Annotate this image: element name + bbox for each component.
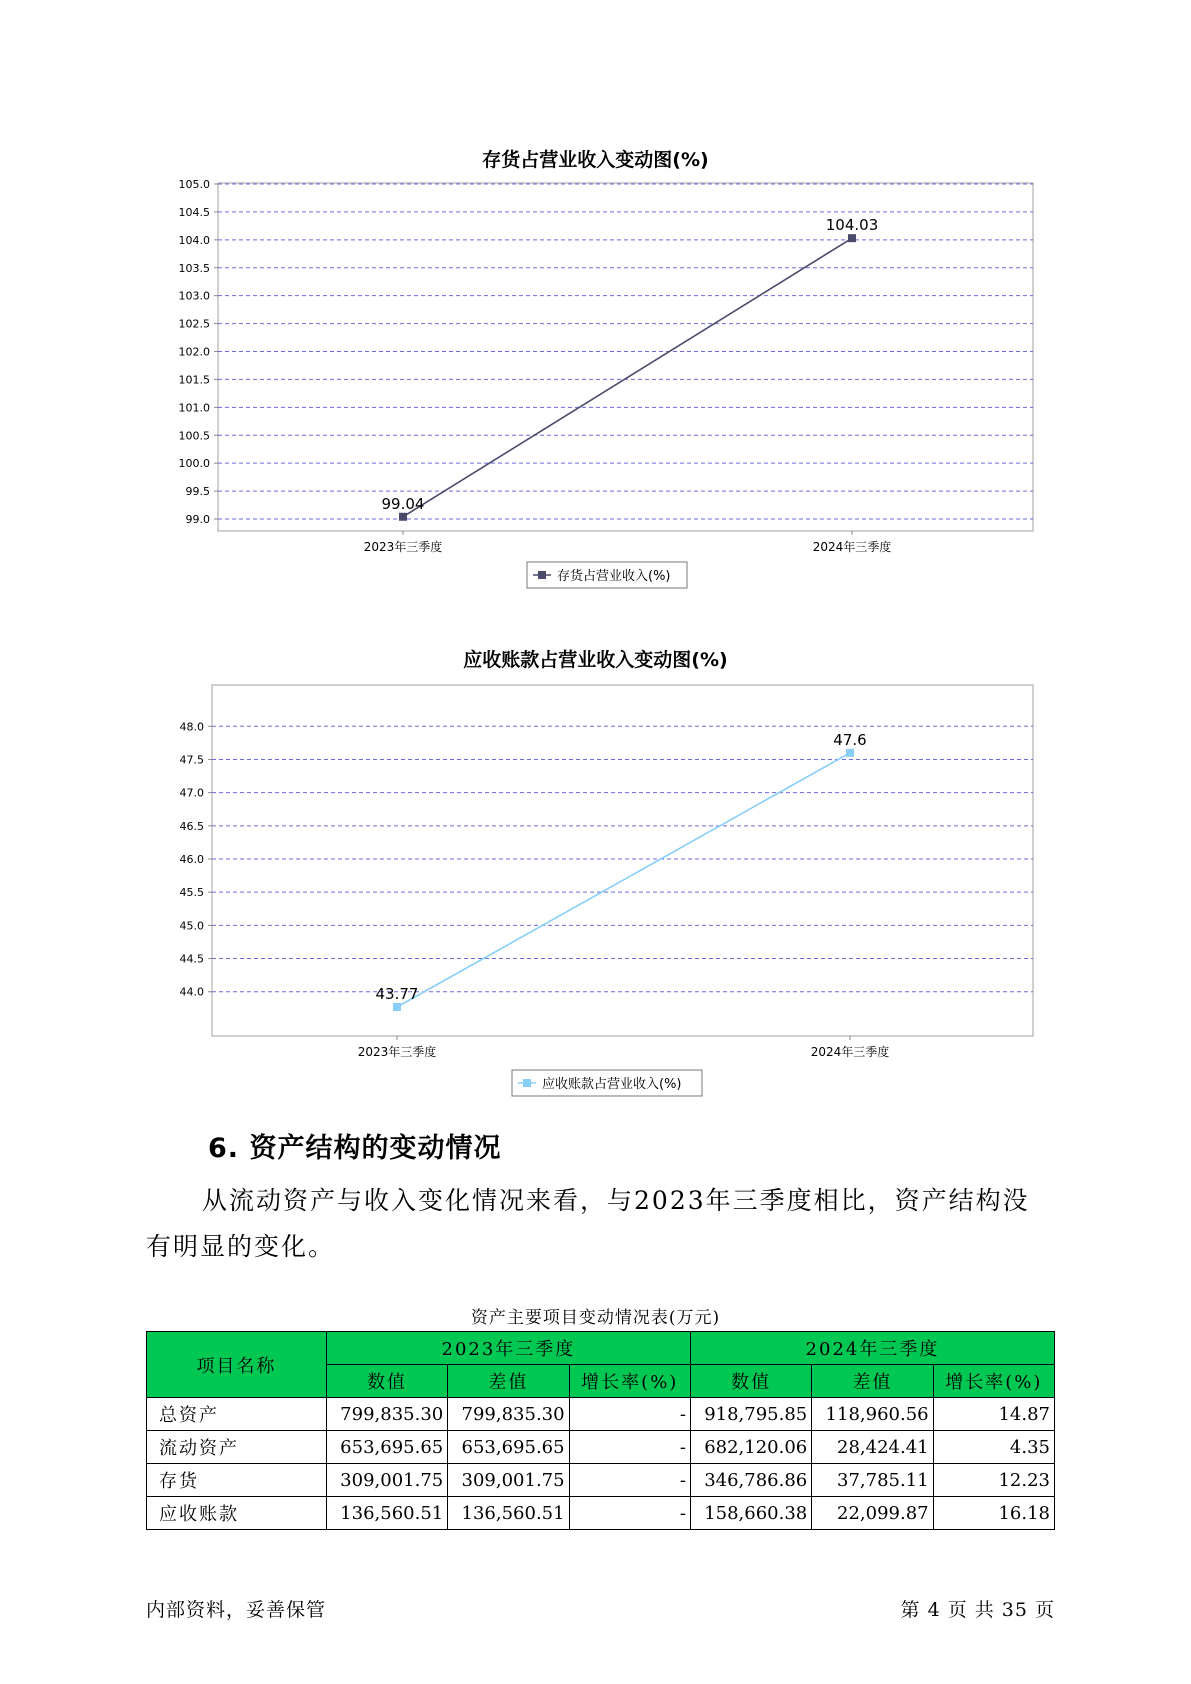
y-tick-label: 46.0	[179, 853, 204, 866]
cell: 799,835.30	[326, 1398, 447, 1431]
y-tick-label: 47.5	[179, 753, 204, 767]
row-name: 流动资产	[147, 1431, 327, 1464]
y-tick-label: 105.0	[178, 178, 210, 191]
data-point	[846, 749, 854, 757]
plot-area	[212, 685, 1033, 1036]
table-row	[147, 1431, 1055, 1464]
legend-marker	[523, 1079, 531, 1087]
y-tick-label: 101.5	[178, 373, 210, 387]
legend-marker	[538, 571, 546, 579]
cell: 37,785.11	[812, 1464, 933, 1497]
y-tick-label: 103.5	[178, 261, 210, 275]
cell: 16.18	[933, 1497, 1054, 1530]
cell: -	[569, 1497, 690, 1530]
inventory-ratio-chart	[0, 138, 1191, 608]
cell: 12.23	[933, 1464, 1054, 1497]
cell: 14.87	[933, 1398, 1054, 1431]
cell: 653,695.65	[448, 1431, 569, 1464]
y-tick-label: 101.0	[178, 401, 210, 415]
row-name: 存货	[147, 1464, 327, 1497]
chart-svg	[0, 138, 1191, 608]
cell: 918,795.85	[690, 1398, 811, 1431]
y-tick-label: 47.0	[179, 786, 204, 800]
x-tick-label: 2023年三季度	[357, 1045, 437, 1059]
section-title: 6. 资产结构的变动情况	[208, 1133, 502, 1164]
y-tick-label: 99.5	[185, 485, 210, 499]
cell: 136,560.51	[448, 1497, 569, 1530]
section-paragraph: 从流动资产与收入变化情况来看，与2023年三季度相比，资产结构没有明显的变化。	[146, 1186, 1030, 1261]
chart-svg	[0, 638, 1191, 1108]
y-tick-label: 102.5	[178, 317, 210, 331]
cell: -	[569, 1464, 690, 1497]
y-tick-label: 100.0	[178, 457, 210, 471]
header-diff: 差值	[448, 1365, 569, 1398]
table-row	[147, 1464, 1055, 1497]
header-diff: 差值	[812, 1365, 933, 1398]
table-caption: 资产主要项目变动情况表(万元)	[470, 1308, 721, 1328]
cell: 309,001.75	[448, 1464, 569, 1497]
cell: -	[569, 1398, 690, 1431]
header-item-name: 项目名称	[147, 1332, 327, 1398]
cell: -	[569, 1431, 690, 1464]
y-tick-label: 46.5	[179, 819, 204, 833]
x-tick-label: 2024年三季度	[812, 540, 892, 554]
x-tick-label: 2023年三季度	[363, 540, 443, 554]
header-value: 数值	[690, 1365, 811, 1398]
x-tick-label: 2024年三季度	[810, 1045, 890, 1059]
chart-title: 存货占营业收入变动图(%)	[482, 149, 709, 171]
cell: 118,960.56	[812, 1398, 933, 1431]
cell: 309,001.75	[326, 1464, 447, 1497]
plot-area	[218, 183, 1033, 531]
cell: 799,835.30	[448, 1398, 569, 1431]
cell: 22,099.87	[812, 1497, 933, 1530]
y-tick-label: 44.0	[179, 985, 204, 999]
y-tick-label: 103.0	[178, 289, 210, 303]
y-tick-label: 104.5	[178, 205, 210, 219]
cell: 4.35	[933, 1431, 1054, 1464]
y-tick-label: 100.5	[178, 429, 210, 443]
y-tick-label: 99.0	[185, 513, 210, 526]
table-row	[147, 1497, 1055, 1530]
chart-title: 应收账款占营业收入变动图(%)	[463, 649, 728, 671]
data-point	[848, 234, 856, 242]
y-tick-label: 44.5	[179, 952, 204, 966]
cell: 158,660.38	[690, 1497, 811, 1530]
receivables-ratio-chart	[0, 638, 1191, 1108]
data-label: 104.03	[825, 216, 879, 235]
legend-label: 存货占营业收入(%)	[557, 569, 671, 584]
data-point	[399, 513, 407, 521]
table-row	[147, 1398, 1055, 1431]
cell: 346,786.86	[690, 1464, 811, 1497]
data-label: 47.6	[833, 730, 867, 749]
data-label: 43.77	[375, 984, 419, 1003]
row-name: 总资产	[147, 1398, 327, 1431]
footer-page-number: 第 4 页 共 35 页	[900, 1599, 1055, 1621]
footer-confidential-note: 内部资料，妥善保管	[146, 1599, 327, 1621]
header-group-2023: 2023年三季度	[326, 1332, 690, 1365]
header-growth: 增长率(%)	[569, 1365, 690, 1398]
row-name: 应收账款	[147, 1497, 327, 1530]
y-tick-label: 45.5	[179, 886, 204, 900]
cell: 653,695.65	[326, 1431, 447, 1464]
cell: 28,424.41	[812, 1431, 933, 1464]
asset-table	[146, 1331, 1055, 1530]
header-growth: 增长率(%)	[933, 1365, 1054, 1398]
data-point	[393, 1003, 401, 1011]
cell: 136,560.51	[326, 1497, 447, 1530]
header-value: 数值	[326, 1365, 447, 1398]
header-group-2024: 2024年三季度	[690, 1332, 1054, 1365]
cell: 682,120.06	[690, 1431, 811, 1464]
legend-label: 应收账款占营业收入(%)	[542, 1077, 682, 1092]
y-tick-label: 104.0	[178, 233, 210, 247]
y-tick-label: 48.0	[179, 720, 204, 734]
y-tick-label: 45.0	[179, 919, 204, 933]
y-tick-label: 102.0	[178, 345, 210, 359]
data-label: 99.04	[381, 494, 425, 513]
